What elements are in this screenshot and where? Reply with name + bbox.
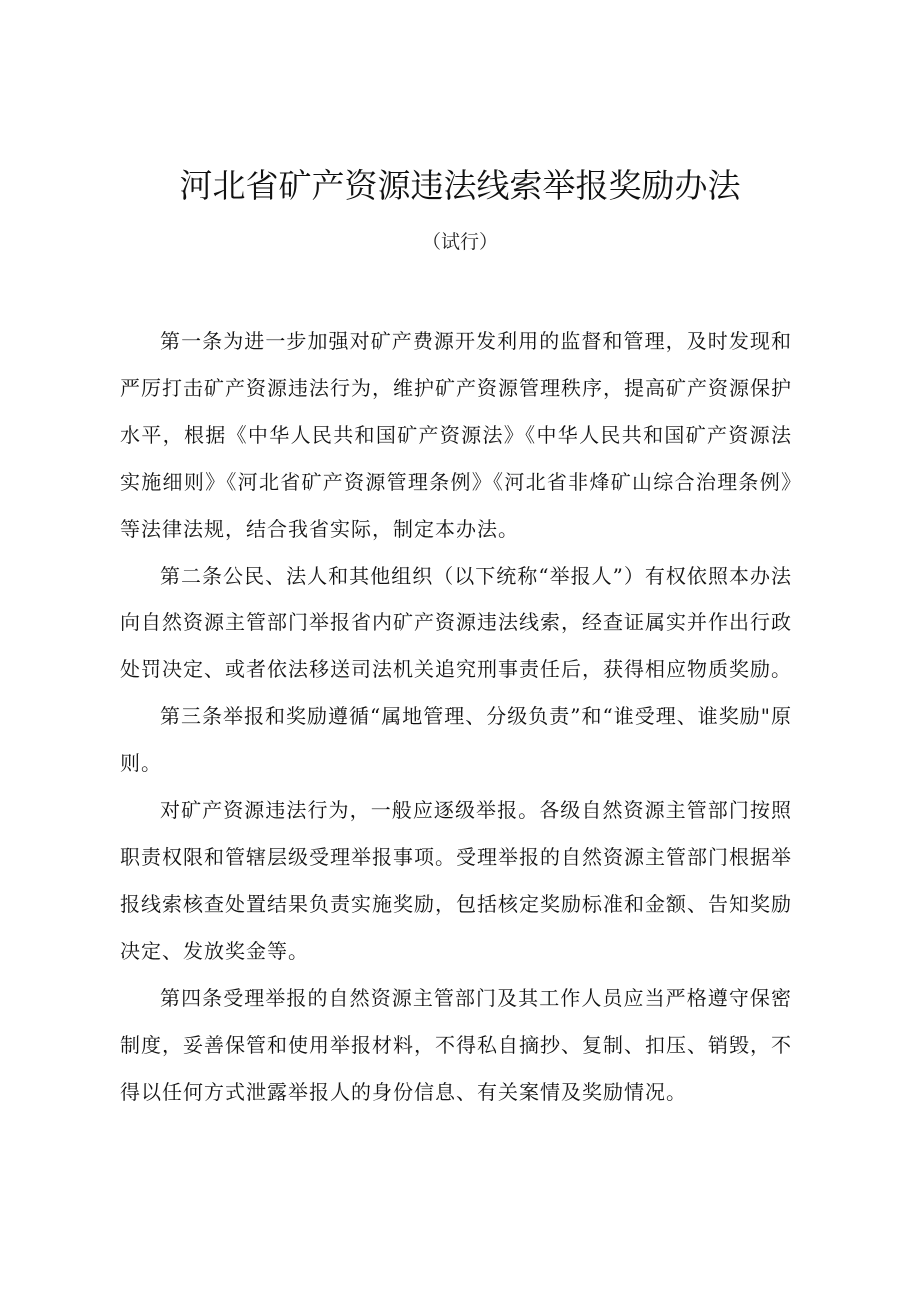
document-subtitle: （试行） [421,231,498,253]
article-1-paragraph: 第一条为进一步加强对矿产费源开发利用的监督和管理，及时发现和严厉打击矿产资源违法行为，维护矿产资源管理秩序，提高矿产资源保护水平，根据《中华人民共和国矿产资源法》《中华人民共和国矿产资源法实施细则》《河北省矿产资源管理条例》《河北省非烽矿山综合治理条例》等法律法规，结合我省实际，制定本办法。 [120,329,792,541]
document-body [120,318,792,1115]
reporting-procedure-paragraph: 对矿产资源违法行为，一般应逐级举报。各级自然资源主管部门按照职责权限和管辖层级受理举报事项。受理举报的自然资源主管部门根据举报线索核查处置结果负责实施奖励，包括核定奖励标准和金额、告知奖励决定、发放奖金等。 [120,798,792,963]
article-3-paragraph: 第三条举报和奖励遵循“属地管理、分级负责”和“谁受理、谁奖励"原则。 [120,704,792,776]
article-2-paragraph: 第二条公民、法人和其他组织（以下统称“举报人”）有权依照本办法向自然资源主管部门举报省内矿产资源违法线索，经查证属实并作出行政处罚决定、或者依法移送司法机关追究刑事责任后，获得相应物质奖励。 [120,563,792,682]
article-4-paragraph: 第四条受理举报的自然资源主管部门及其工作人员应当严格遵守保密制度，妥善保管和使用举报材料，不得私自摘抄、复制、扣压、销毁，不得以任何方式泄露举报人的身份信息、有关案情及奖励情况。 [120,985,792,1104]
document-title: 河北省矿产资源违法线索举报奖励办法 [179,166,741,205]
